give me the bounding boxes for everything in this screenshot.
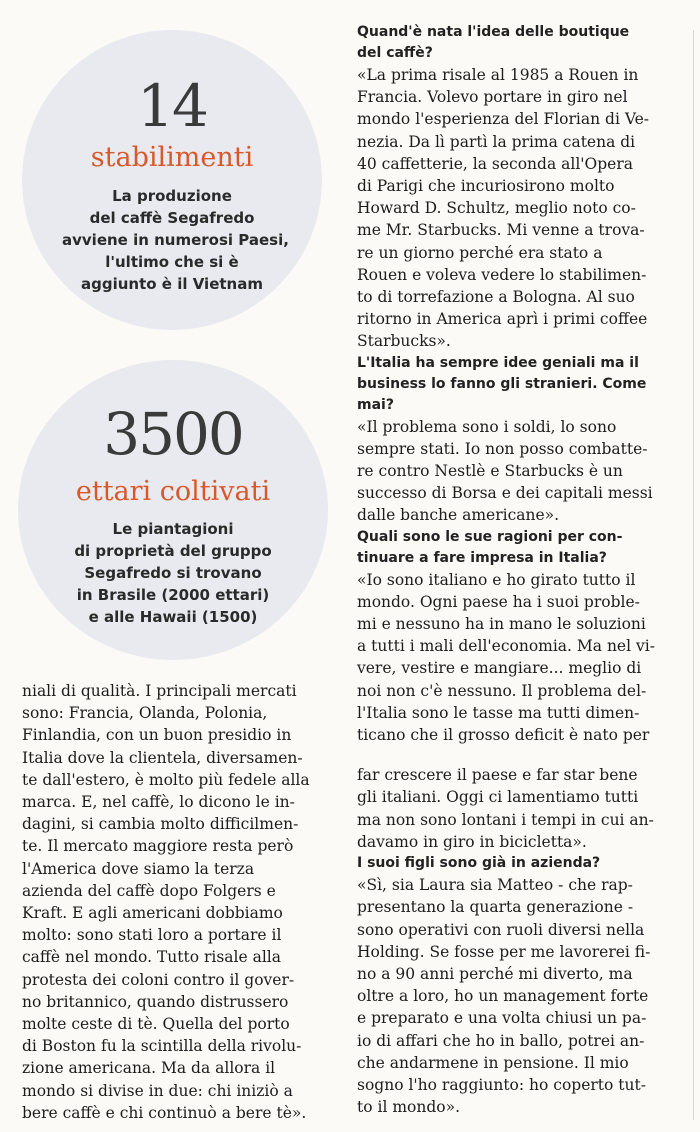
stat-circle-hectares [18, 360, 328, 660]
text-line: sogno l'ho raggiunto: ho coperto tut- [357, 1075, 646, 1094]
stat-label: ettari coltivati [75, 476, 271, 507]
text-line: mondo l'esperienza del Florian di Ve- [357, 110, 650, 129]
text-line: oltre a loro, ho un management forte [357, 987, 649, 1006]
stat-number: 3500 [103, 400, 243, 468]
interview-question [357, 353, 675, 416]
column-gap [357, 746, 675, 764]
text-line: marca. E, nel caffè, lo dicono le in- [22, 793, 295, 812]
question-line: L'Italia ha sempre idee geniali ma il [357, 354, 639, 371]
text-line: far crescere il paese e far star bene [357, 766, 638, 785]
text-line: di Boston fu la scintilla della rivolu- [22, 1037, 302, 1056]
text-line: Finlandia, con un buon presidio in [22, 726, 292, 745]
text-line: davamo in giro in bicicletta». [357, 832, 587, 851]
text-line: io di affari che ho in ballo, potrei an- [357, 1031, 645, 1050]
interview-question [357, 22, 675, 64]
text-line: te. Il mercato maggiore resta però [22, 837, 294, 856]
text-line: ma non sono lontani i tempi in cui an- [357, 810, 654, 829]
text-line: «Io sono italiano e ho girato tutto il [357, 570, 636, 589]
text-line: ticano che il grosso deficit è nato per [357, 726, 650, 745]
stat-description-line: del caffè Segafredo [89, 209, 255, 227]
question-line: business lo fanno gli stranieri. Come [357, 375, 647, 392]
text-line: che andarmene in pensione. Il mio [357, 1053, 629, 1072]
text-line: caffè nel mondo. Tutto risale alla [22, 948, 281, 967]
text-line: mi e nessuno ha in mano le soluzioni [357, 615, 646, 634]
text-line: a tutti i mali dell'economia. Ma nel vi- [357, 637, 655, 656]
text-line: re contro Nestlè e Starbucks è un [357, 462, 623, 481]
text-line: bere caffè e chi continuò a bere tè». [22, 1103, 307, 1122]
text-line: presentano la quarta generazione - [357, 898, 634, 917]
stat-circle-plants [22, 30, 322, 330]
text-line: re un giorno perché era stato a [357, 243, 603, 262]
stat-number: 14 [137, 72, 207, 140]
text-line: me Mr. Starbucks. Mi venne a trova- [357, 221, 645, 240]
stat-description-line: Le piantagioni [112, 520, 234, 538]
stat-description-line: l'ultimo che si è [105, 253, 239, 271]
stat-description-line: in Brasile (2000 ettari) [76, 586, 270, 604]
page-edge-rule [693, 30, 694, 1120]
text-line: to di torrefazione a Bologna. Al suo [357, 288, 635, 307]
text-line: te dall'estero, è molto più fedele alla [22, 770, 310, 789]
text-line: mondo si divise in due: chi iniziò a [22, 1081, 293, 1100]
text-line: noi non c'è nessuno. Il problema del- [357, 681, 647, 700]
text-line: niali di qualità. I principali mercati [22, 682, 297, 700]
text-line: successo di Borsa e dei capitali messi [357, 484, 653, 503]
text-line: «La prima risale al 1985 a Rouen in [357, 66, 639, 84]
interview-answer [357, 64, 675, 353]
question-line: tinuare a fare impresa in Italia? [357, 549, 607, 566]
text-line: dagini, si cambia molto difficilmen- [22, 815, 299, 834]
interview-answer [357, 569, 675, 747]
text-line: no a 90 anni perché mi diverto, ma [357, 964, 633, 983]
text-line: dalle banche americane». [357, 506, 560, 525]
text-line: no britannico, quando distrussero [22, 992, 289, 1011]
text-line: vere, vestire e mangiare... meglio di [357, 659, 642, 678]
stat-description [58, 518, 288, 628]
interview-answer [357, 764, 675, 853]
text-line: ritorno in America aprì i primi coffee [357, 310, 648, 329]
text-line: sono operativi con ruoli diversi nella [357, 920, 645, 939]
interview-question [357, 527, 675, 569]
question-line: Quand'è nata l'idea delle boutique [357, 24, 630, 40]
text-line: l'America dove siamo la terza [22, 859, 255, 878]
stat-description [62, 185, 289, 295]
stat-description-line: e alle Hawaii (1500) [88, 608, 258, 626]
article-paragraph [22, 680, 344, 1124]
text-line: di Parigi che incuriosirono molto [357, 177, 615, 196]
text-line: «Il problema sono i soldi, lo sono [357, 417, 617, 436]
text-line: to il mondo». [357, 1098, 461, 1117]
text-line: mondo. Ogni paese ha i suoi proble- [357, 592, 640, 611]
text-line: «Sì, sia Laura sia Matteo - che rap- [357, 876, 633, 895]
text-line: zione americana. Ma da allora il [22, 1059, 276, 1078]
stat-description-line: avviene in numerosi Paesi, [62, 231, 289, 249]
text-line: Holding. Se fosse per me lavorerei fi- [357, 942, 651, 961]
text-line: Rouen e voleva vedere lo stabilimen- [357, 265, 647, 284]
text-line: gli italiani. Oggi ci lamentiamo tutti [357, 788, 639, 807]
text-line: Starbucks». [357, 332, 451, 351]
stat-label: stabilimenti [90, 142, 254, 173]
stat-description-line: La produzione [112, 187, 232, 205]
text-line: sono: Francia, Olanda, Polonia, [22, 704, 268, 723]
text-line: e preparato e una volta chiusi un pa- [357, 1009, 647, 1028]
question-line: Quali sono le sue ragioni per con- [357, 528, 623, 545]
text-line: nezia. Da lì partì la prima catena di [357, 132, 636, 151]
text-line: azienda del caffè dopo Folgers e [22, 881, 276, 900]
text-line: molto: sono stati loro a portare il [22, 926, 282, 945]
text-line: protesta dei coloni contro il gover- [22, 970, 295, 989]
text-line: l'Italia sono le tasse ma tutti dimen- [357, 703, 640, 722]
interview-answer [357, 416, 675, 527]
text-line: 40 caffetterie, la seconda all'Opera [357, 154, 633, 173]
text-line: molte ceste di tè. Quella del porto [22, 1015, 290, 1034]
text-line: Howard D. Schultz, meglio noto co- [357, 199, 636, 218]
text-line: sempre stati. Io non posso combatte- [357, 439, 648, 458]
question-line: I suoi figli sono già in azienda? [357, 855, 601, 872]
article-right-column [357, 22, 675, 1118]
question-line: del caffè? [357, 45, 433, 61]
stat-description-line: di proprietà del gruppo [74, 542, 272, 560]
interview-answer [357, 874, 675, 1118]
stat-description-line: Segafredo si trovano [84, 564, 262, 582]
question-line: mai? [357, 396, 394, 413]
text-line: Francia. Volevo portare in giro nel [357, 88, 628, 107]
text-line: Italia dove la clientela, diversamen- [22, 748, 303, 767]
text-line: Kraft. E agli americani dobbiamo [22, 904, 283, 923]
article-left-column [22, 680, 344, 1124]
interview-question [357, 853, 675, 874]
stat-description-line: aggiunto è il Vietnam [81, 275, 263, 293]
